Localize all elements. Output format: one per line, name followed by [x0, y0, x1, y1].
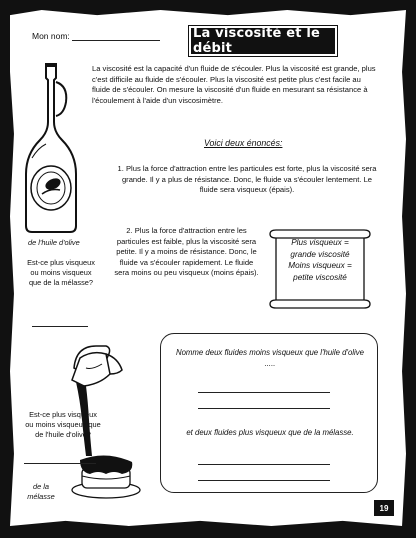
answer-line-more-viscous-2[interactable] [198, 480, 330, 481]
page-title: La viscosité et le débit [191, 28, 335, 54]
task-prompt-less-viscous: Nomme deux fluides moins visqueux que l'huile d'olive ..... [175, 348, 365, 368]
name-label: Mon nom: [32, 31, 70, 41]
olive-oil-caption: de l'huile d'olive [28, 238, 80, 247]
answer-line-less-viscous-2[interactable] [198, 408, 330, 409]
scroll-line-2: grande viscosité [290, 249, 350, 259]
scroll-line-3: Moins visqueux = [288, 261, 352, 270]
answer-line-molasses[interactable] [24, 463, 96, 464]
question-olive-oil: Est-ce plus visqueux ou moins visqueux que de la mélasse? [27, 258, 95, 287]
olive-oil-bottle-illustration [20, 62, 82, 234]
scroll-line-1: Plus visqueux = [291, 238, 349, 247]
answer-line-more-viscous-1[interactable] [198, 464, 330, 465]
task-prompt-more-viscous: et deux fluides plus visqueux que de la mélasse. [186, 428, 354, 437]
name-field-row [32, 31, 160, 41]
answer-line-olive-oil[interactable] [32, 326, 88, 327]
statement-1: 1. Plus la force d'attraction entre les particules est forte, plus la viscosité sera grande. Il y a plus de résistance. Donc, le fluide va s'écouler lentement. Le fluide sera visqueux (épais). [117, 164, 377, 195]
question-molasses: Est-ce plus visqueux ou moins visqueux que de l'huile d'olive? [25, 410, 101, 439]
statement-2: 2. Plus la force d'attraction entre les particules est faible, plus la viscosité sera petite. Il y a moins de résistance. Donc, le fluide va s'écouler rapidement. Le fluide sera moins ou peu visqueux (moins épais). [114, 226, 259, 278]
page-number: 19 [374, 500, 394, 516]
intro-paragraph: La viscosité est la capacité d'un fluide de s'écouler. Plus la viscosité est grande, plus c'est difficile au fluide de s'écouler. Plus la viscosité est petite plus c'est facile au fluide de s'écouler. On mesure la viscosité d'un fluide en mesurant sa résistance à l'écoulement à l'aide d'un viscosimètre. [92, 64, 376, 105]
answer-line-less-viscous-1[interactable] [198, 392, 330, 393]
scroll-line-4: petite viscosité [293, 272, 347, 282]
statements-heading: Voici deux énoncés: [204, 138, 283, 148]
scroll-text [268, 237, 372, 283]
name-input-line[interactable] [72, 32, 160, 41]
molasses-caption: de la mélasse [27, 482, 55, 501]
